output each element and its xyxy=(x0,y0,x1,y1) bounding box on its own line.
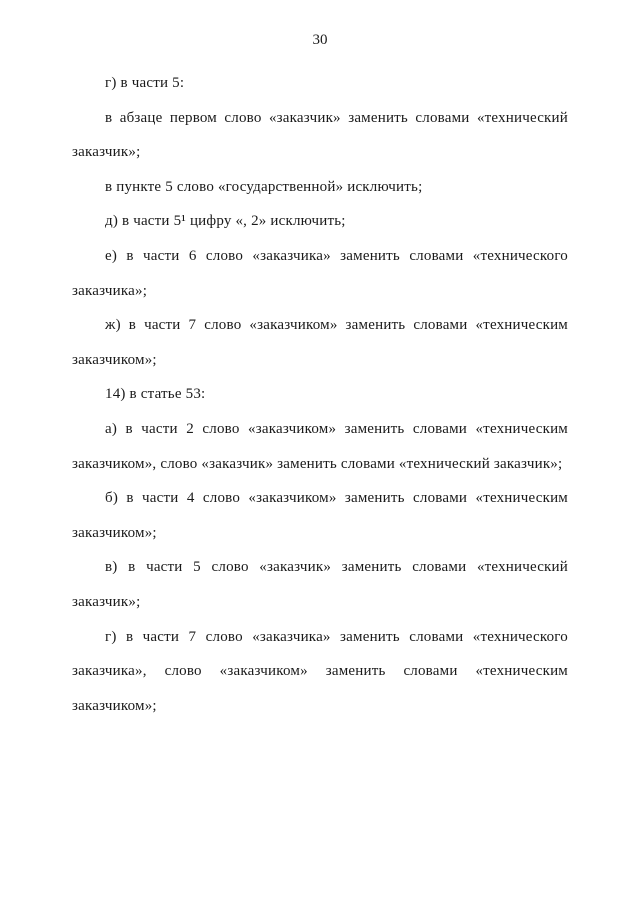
text-line: заказчика»; xyxy=(72,282,148,299)
text-line: заказчиком», слово «заказчик» заменить словами «технический заказчик»; xyxy=(72,455,563,472)
body-text xyxy=(72,66,568,723)
text-line: в) в части 5 слово «заказчик» заменить словами «технический xyxy=(105,559,568,576)
text-line: а) в части 2 слово «заказчиком» заменить словами «техническим xyxy=(105,420,568,437)
text-line: заказчик»; xyxy=(72,593,141,610)
text-line: заказчиком»; xyxy=(72,524,157,541)
text-line: заказчик»; xyxy=(72,144,141,161)
text-line: заказчика», слово «заказчиком» заменить словами «техническим xyxy=(72,663,568,680)
text-line: 14) в статье 53: xyxy=(105,386,206,403)
text-line: заказчиком»; xyxy=(72,351,157,368)
text-line: б) в части 4 слово «заказчиком» заменить словами «техническим xyxy=(105,490,568,507)
text-line: в пункте 5 слово «государственной» исключить; xyxy=(105,178,423,195)
text-line: в абзаце первом слово «заказчик» заменить словами «технический xyxy=(105,109,568,126)
text-line: е) в части 6 слово «заказчика» заменить словами «технического xyxy=(105,247,568,264)
text-line: д) в части 5¹ цифру «, 2» исключить; xyxy=(105,213,346,230)
page-number: 30 xyxy=(312,32,328,48)
text-line: заказчиком»; xyxy=(72,697,157,714)
text-line: г) в части 5: xyxy=(105,75,185,91)
text-line: ж) в части 7 слово «заказчиком» заменить словами «техническим xyxy=(105,317,568,334)
text-line: г) в части 7 слово «заказчика» заменить словами «технического xyxy=(105,628,568,645)
